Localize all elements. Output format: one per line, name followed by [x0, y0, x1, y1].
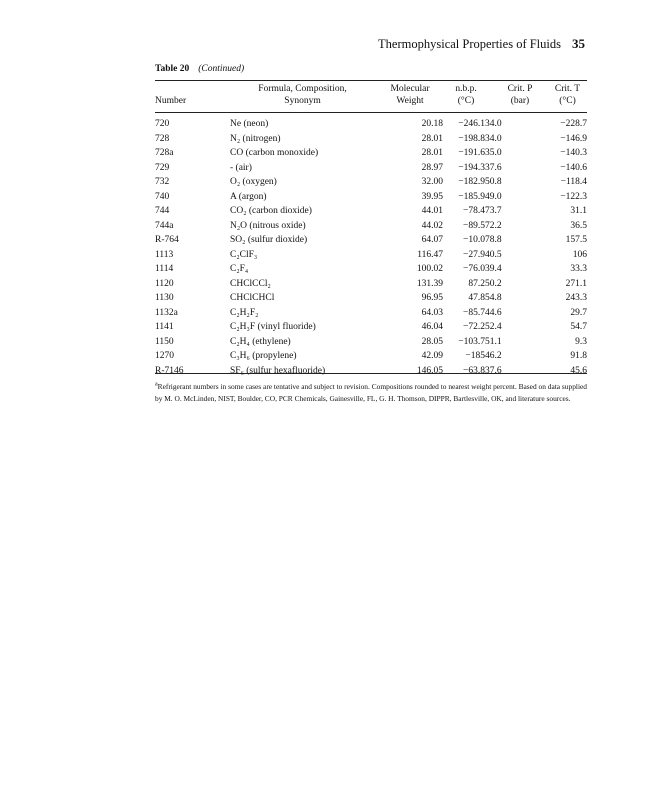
cell-nbp: 87.2 — [468, 278, 485, 289]
cell-molecular-weight: 39.95 — [421, 191, 443, 202]
cell-crit-p: 73.7 — [485, 206, 502, 216]
cell-crit-p: 37.6 — [485, 365, 502, 376]
table-row — [0, 365, 647, 380]
cell-molecular-weight: 100.02 — [416, 264, 443, 274]
top-rule — [155, 80, 587, 81]
cell-molecular-weight: 131.39 — [416, 278, 443, 289]
table-row — [0, 263, 647, 278]
cell-number: 1114 — [155, 264, 174, 274]
cell-nbp: −185 — [465, 351, 485, 361]
cell-formula: C₃H₆ (propylene) — [230, 351, 297, 361]
cell-formula: CO (carbon monoxide) — [230, 148, 319, 158]
cell-crit-t: −146.9 — [560, 133, 587, 144]
cell-molecular-weight: 44.02 — [421, 220, 443, 231]
footnote-marker: a — [155, 381, 158, 388]
cell-formula: N₂O (nitrous oxide) — [230, 220, 306, 231]
cell-crit-t: 31.1 — [570, 206, 587, 216]
cell-formula: SF₆ (sulfur hexafluoride) — [230, 365, 326, 376]
table-row — [0, 278, 647, 293]
footnote-line1: Refrigerant numbers in some cases are tentative and subject to revision. Compositions rounded to nearest weight percent. — [157, 382, 517, 391]
table-row — [0, 147, 647, 162]
cell-molecular-weight: 64.03 — [421, 307, 443, 318]
table-row — [0, 220, 647, 235]
cell-molecular-weight: 44.01 — [421, 206, 443, 216]
cell-nbp: 47.8 — [468, 293, 485, 303]
cell-number: 1270 — [155, 351, 174, 361]
header-formula: Formula, Composition, Synonym — [258, 84, 347, 106]
header-molecular-weight: Molecular Weight — [390, 84, 430, 106]
table-row — [0, 307, 647, 322]
cell-crit-t: −140.3 — [560, 148, 587, 158]
table-row — [0, 292, 647, 307]
cell-crit-p: 37.6 — [485, 162, 502, 173]
page-number: 35 — [572, 36, 585, 51]
cell-crit-t: 271.1 — [565, 278, 587, 289]
running-title: Thermophysical Properties of Fluids — [378, 37, 561, 51]
footnote — [155, 381, 587, 404]
cell-nbp: −185.9 — [458, 191, 485, 202]
cell-crit-p: 51.1 — [485, 336, 502, 347]
cell-crit-p: 78.8 — [485, 235, 502, 245]
cell-number: 740 — [155, 191, 170, 202]
cell-number: R-764 — [155, 235, 179, 245]
cell-crit-p: 72.2 — [485, 220, 502, 231]
table-row — [0, 118, 647, 133]
cell-formula: C₂H₂F₂ — [230, 307, 259, 318]
cell-molecular-weight: 64.07 — [421, 235, 443, 245]
table-row — [0, 234, 647, 249]
cell-crit-p: 46.2 — [485, 351, 502, 361]
cell-formula: Ne (neon) — [230, 119, 269, 129]
cell-formula: C₂ClF₃ — [230, 249, 258, 260]
cell-number: 744a — [155, 220, 174, 231]
cell-molecular-weight: 20.18 — [421, 119, 443, 129]
cell-crit-t: 45.6 — [570, 365, 587, 376]
cell-molecular-weight: 28.01 — [421, 133, 443, 144]
footnote-line2: Based on data supplied by M. O. McLinden, NIST, Boulder, CO, PCR Chemicals, Gainesville, FL, G. H. Thomson, DIPPR, Bartlesville, OK, and literature sources. — [155, 382, 587, 403]
cell-crit-p: 39.4 — [485, 264, 502, 274]
table-row — [0, 205, 647, 220]
cell-crit-p: 34.0 — [485, 119, 502, 129]
cell-number: 1141 — [155, 322, 174, 332]
bottom-rule — [155, 373, 587, 374]
cell-number: 1150 — [155, 336, 174, 347]
cell-nbp: −194.3 — [458, 162, 485, 173]
header-number: Number — [155, 96, 187, 106]
cell-molecular-weight: 32.00 — [421, 177, 443, 187]
cell-number: 732 — [155, 177, 170, 187]
table-row — [0, 162, 647, 177]
cell-crit-p: 50.2 — [485, 278, 502, 289]
cell-crit-p: 54.8 — [485, 293, 502, 303]
cell-crit-t: 29.7 — [570, 307, 587, 318]
table-row — [0, 176, 647, 191]
cell-molecular-weight: 42.09 — [421, 351, 443, 361]
cell-nbp: −78.4 — [463, 206, 485, 216]
cell-nbp: −72.2 — [463, 322, 485, 332]
cell-molecular-weight: 46.04 — [421, 322, 443, 332]
cell-crit-t: 36.5 — [570, 220, 587, 231]
cell-molecular-weight: 96.95 — [421, 293, 443, 303]
cell-molecular-weight: 116.47 — [417, 249, 443, 260]
cell-nbp: −76.0 — [463, 264, 485, 274]
header-nbp: n.b.p. (°C) — [455, 84, 477, 106]
table-continued: (Continued) — [198, 64, 245, 74]
cell-nbp: −27.9 — [463, 249, 485, 260]
page-header — [155, 37, 587, 53]
table-row — [0, 249, 647, 264]
cell-crit-t: −140.6 — [560, 162, 587, 173]
cell-nbp: −103.7 — [458, 336, 485, 347]
table-row — [0, 133, 647, 148]
cell-molecular-weight: 28.01 — [421, 148, 443, 158]
cell-nbp: −191.6 — [458, 148, 485, 158]
cell-nbp: −63.8 — [463, 365, 485, 376]
cell-number: 729 — [155, 162, 170, 173]
cell-crit-t: −228.7 — [560, 119, 587, 129]
cell-nbp: −182.9 — [458, 177, 485, 187]
cell-formula: N₂ (nitrogen) — [230, 133, 281, 144]
table-row — [0, 191, 647, 206]
cell-crit-p: 44.6 — [485, 307, 502, 318]
cell-crit-p: 40.5 — [485, 249, 502, 260]
cell-formula: C₂H₄ (ethylene) — [230, 336, 291, 347]
cell-number: R-7146 — [155, 365, 184, 376]
cell-crit-t: 33.3 — [570, 264, 587, 274]
table-row — [0, 336, 647, 351]
table-label: Table 20 — [155, 64, 190, 74]
cell-nbp: −198.8 — [458, 133, 485, 144]
cell-molecular-weight: 146.05 — [416, 365, 443, 376]
cell-crit-t: −118.4 — [560, 177, 587, 187]
cell-number: 728 — [155, 133, 170, 144]
cell-number: 720 — [155, 119, 170, 129]
cell-number: 744 — [155, 206, 170, 216]
cell-crit-t: 9.3 — [575, 336, 587, 347]
cell-nbp: −89.5 — [463, 220, 485, 231]
cell-crit-t: 91.8 — [570, 351, 587, 361]
cell-crit-t: 54.7 — [570, 322, 587, 332]
cell-number: 1130 — [155, 293, 174, 303]
cell-formula: CHClCCl₂ — [230, 278, 271, 289]
cell-crit-p: 52.4 — [485, 322, 502, 332]
cell-nbp: −246.1 — [458, 119, 485, 129]
cell-formula: C₂H₃F (vinyl fluoride) — [230, 322, 316, 332]
cell-crit-t: −122.3 — [560, 191, 587, 202]
cell-crit-p: 35.0 — [485, 148, 502, 158]
cell-number: 1113 — [155, 249, 174, 260]
header-crit-t: Crit. T (°C) — [554, 84, 581, 106]
cell-number: 728a — [155, 148, 174, 158]
cell-molecular-weight: 28.05 — [421, 336, 443, 347]
cell-formula: O₂ (oxygen) — [230, 177, 277, 187]
cell-formula: CO₂ (carbon dioxide) — [230, 206, 312, 216]
cell-formula: C₂F₄ — [230, 264, 249, 274]
table-row — [0, 350, 647, 365]
table-caption — [155, 64, 244, 74]
cell-molecular-weight: 28.97 — [421, 162, 443, 173]
cell-crit-t: 157.5 — [565, 235, 587, 245]
cell-crit-p: 34.0 — [485, 133, 502, 144]
cell-formula: A (argon) — [230, 191, 267, 202]
cell-nbp: −10.0 — [463, 235, 485, 245]
cell-number: 1120 — [155, 278, 174, 289]
cell-crit-t: 106 — [572, 249, 587, 260]
header-rule — [155, 112, 587, 113]
cell-crit-p: 49.0 — [485, 191, 502, 202]
cell-crit-t: 243.3 — [565, 293, 587, 303]
cell-nbp: −85.7 — [463, 307, 485, 318]
cell-formula: SO₂ (sulfur dioxide) — [230, 235, 308, 245]
cell-formula: CHClCHCl — [230, 293, 275, 303]
table-row — [0, 321, 647, 336]
cell-formula: - (air) — [230, 162, 252, 173]
header-crit-p: Crit. P (bar) — [507, 84, 533, 106]
cell-number: 1132a — [155, 307, 178, 318]
cell-crit-p: 50.8 — [485, 177, 502, 187]
